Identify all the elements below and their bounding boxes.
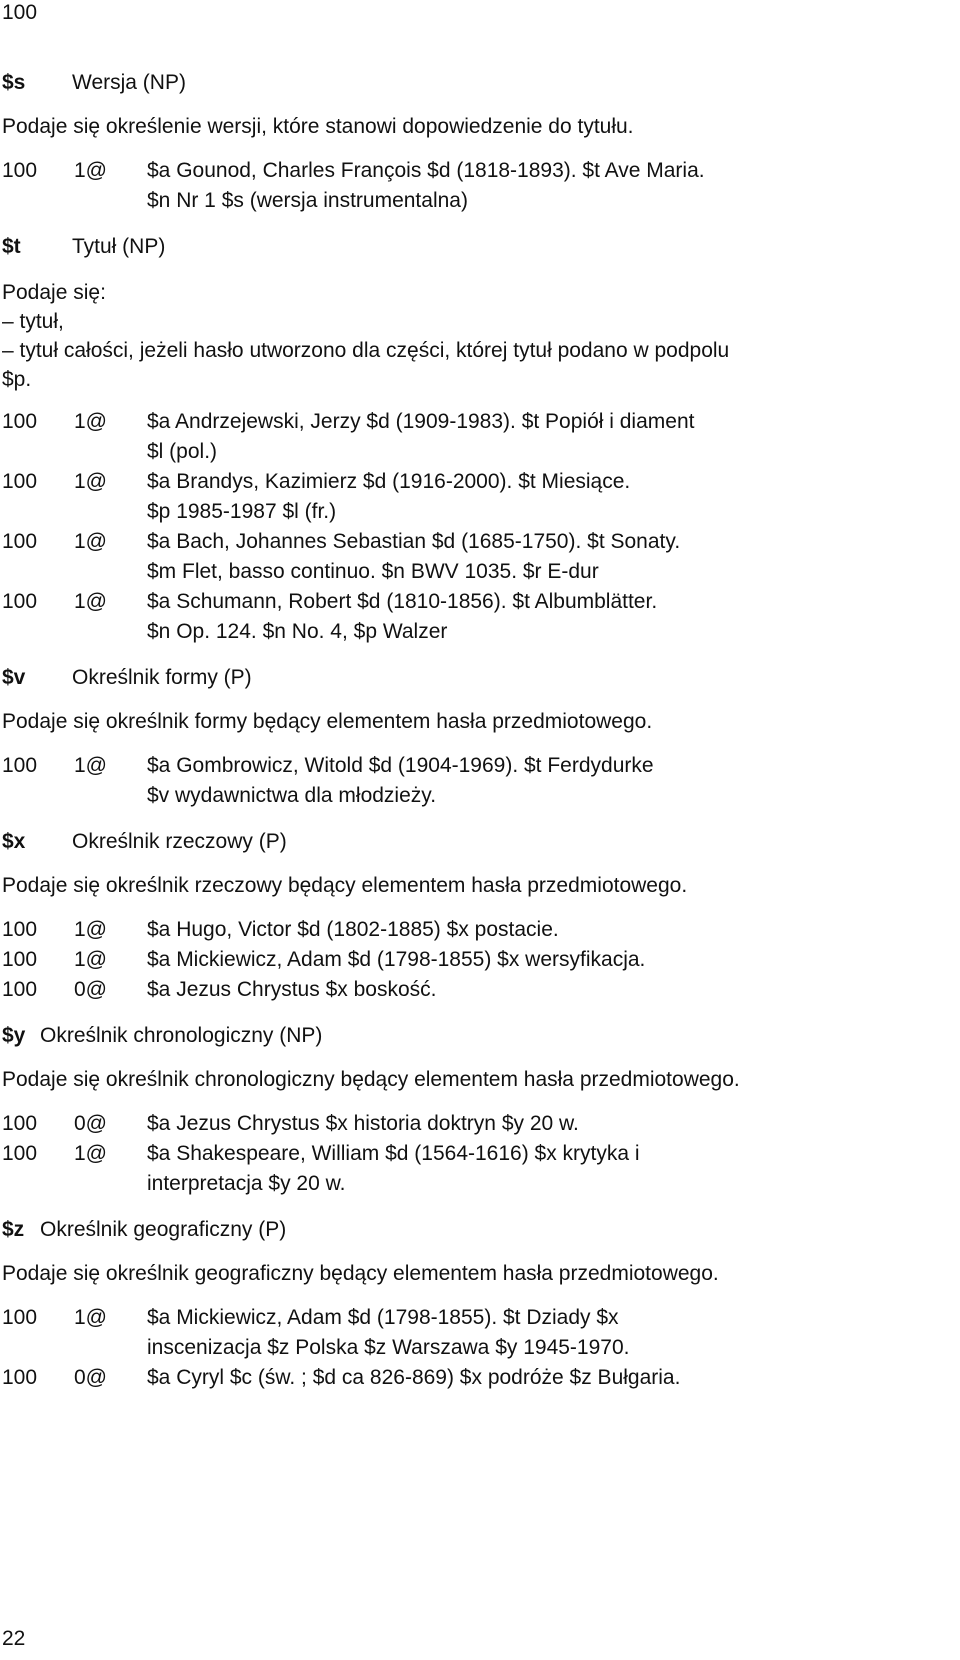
example-continuation: $p 1985-1987 $l (fr.) [147,500,337,523]
example-row [2,529,942,555]
example-indicators: 1@ [74,470,107,493]
example-row [2,409,942,435]
example-continuation: $v wydawnictwa dla młodzieży. [147,784,437,807]
example-row [2,917,942,943]
example-text: $a Gounod, Charles François $d (1818-1893). $t Ave Maria. [147,159,705,182]
example-text: $a Brandys, Kazimierz $d (1916-2000). $t Miesiące. [147,470,631,493]
example-text: $a Bach, Johannes Sebastian $d (1685-1750). $t Sonaty. [147,530,681,553]
subfield-desc-z: Podaje się określnik geograficzny będący elementem hasła przedmiotowego. [2,1262,719,1285]
example-field: 100 [2,754,38,777]
example-row [2,469,942,495]
subfield-intro-t: Podaje się: [2,281,106,304]
example-row [2,1111,942,1137]
subfield-tag-y: $y [2,1024,26,1047]
subfield-title-z: Określnik geograficzny (P) [40,1218,287,1241]
example-continuation: $l (pol.) [147,440,218,463]
example-continuation: $n Nr 1 $s (wersja instrumentalna) [147,189,468,212]
example-continuation: inscenizacja $z Polska $z Warszawa $y 1945-1970. [147,1336,630,1359]
example-indicators: 1@ [74,1142,107,1165]
example-text: $a Mickiewicz, Adam $d (1798-1855). $t Dziady $x [147,1306,619,1329]
example-text: $a Hugo, Victor $d (1802-1885) $x postacie. [147,918,559,941]
example-text: $a Jezus Chrystus $x historia doktryn $y 20 w. [147,1112,579,1135]
example-text: $a Gombrowicz, Witold $d (1904-1969). $t Ferdydurke [147,754,654,777]
bullet-item: – tytuł, [2,310,64,333]
example-row [2,753,942,779]
example-text: $a Shakespeare, William $d (1564-1616) $x krytyka i [147,1142,640,1165]
example-continuation: $m Flet, basso continuo. $n BWV 1035. $r E-dur [147,560,599,583]
bullet-item-continuation: $p. [2,368,32,391]
example-text: $a Mickiewicz, Adam $d (1798-1855) $x wersyfikacja. [147,948,646,971]
example-field: 100 [2,1366,38,1389]
example-row [2,1141,942,1167]
subfield-tag-t: $t [2,235,21,258]
example-field: 100 [2,1142,38,1165]
example-field: 100 [2,918,38,941]
example-indicators: 0@ [74,978,107,1001]
subfield-title-y: Określnik chronologiczny (NP) [40,1024,323,1047]
example-field: 100 [2,159,38,182]
example-row [2,977,942,1003]
bullet-item: – tytuł całości, jeżeli hasło utworzono dla części, której tytuł podano w podpolu [2,339,730,362]
example-indicators: 1@ [74,1306,107,1329]
example-indicators: 0@ [74,1366,107,1389]
example-continuation: $n Op. 124. $n No. 4, $p Walzer [147,620,448,643]
example-field: 100 [2,1112,38,1135]
example-text: $a Jezus Chrystus $x boskość. [147,978,437,1001]
example-continuation: interpretacja $y 20 w. [147,1172,346,1195]
subfield-title-s: Wersja (NP) [72,71,186,94]
subfield-tag-x: $x [2,830,26,853]
example-indicators: 1@ [74,948,107,971]
example-field: 100 [2,410,38,433]
subfield-desc-v: Podaje się określnik formy będący elementem hasła przedmiotowego. [2,710,653,733]
subfield-tag-v: $v [2,666,26,689]
example-text: $a Cyryl $c (św. ; $d ca 826-869) $x podróże $z Bułgaria. [147,1366,681,1389]
subfield-desc-s: Podaje się określenie wersji, które stanowi dopowiedzenie do tytułu. [2,115,634,138]
example-indicators: 1@ [74,530,107,553]
example-indicators: 1@ [74,590,107,613]
page-number: 22 [2,1627,26,1650]
example-field: 100 [2,948,38,971]
subfield-title-t: Tytuł (NP) [72,235,166,258]
example-row [2,158,942,184]
example-field: 100 [2,470,38,493]
example-indicators: 1@ [74,754,107,777]
subfield-tag-z: $z [2,1218,25,1241]
subfield-title-v: Określnik formy (P) [72,666,252,689]
example-row [2,589,942,615]
subfield-tag-s: $s [2,71,26,94]
example-text: $a Schumann, Robert $d (1810-1856). $t Albumblätter. [147,590,658,613]
subfield-desc-y: Podaje się określnik chronologiczny będący elementem hasła przedmiotowego. [2,1068,740,1091]
example-text: $a Andrzejewski, Jerzy $d (1909-1983). $t Popiół i diament [147,410,695,433]
example-indicators: 0@ [74,1112,107,1135]
example-field: 100 [2,590,38,613]
example-field: 100 [2,978,38,1001]
example-row [2,1365,942,1391]
example-field: 100 [2,530,38,553]
example-row [2,947,942,973]
subfield-desc-x: Podaje się określnik rzeczowy będący elementem hasła przedmiotowego. [2,874,688,897]
subfield-title-x: Określnik rzeczowy (P) [72,830,287,853]
example-row [2,1305,942,1331]
example-field: 100 [2,1306,38,1329]
example-indicators: 1@ [74,410,107,433]
example-indicators: 1@ [74,918,107,941]
example-indicators: 1@ [74,159,107,182]
field-number-header: 100 [2,1,38,24]
